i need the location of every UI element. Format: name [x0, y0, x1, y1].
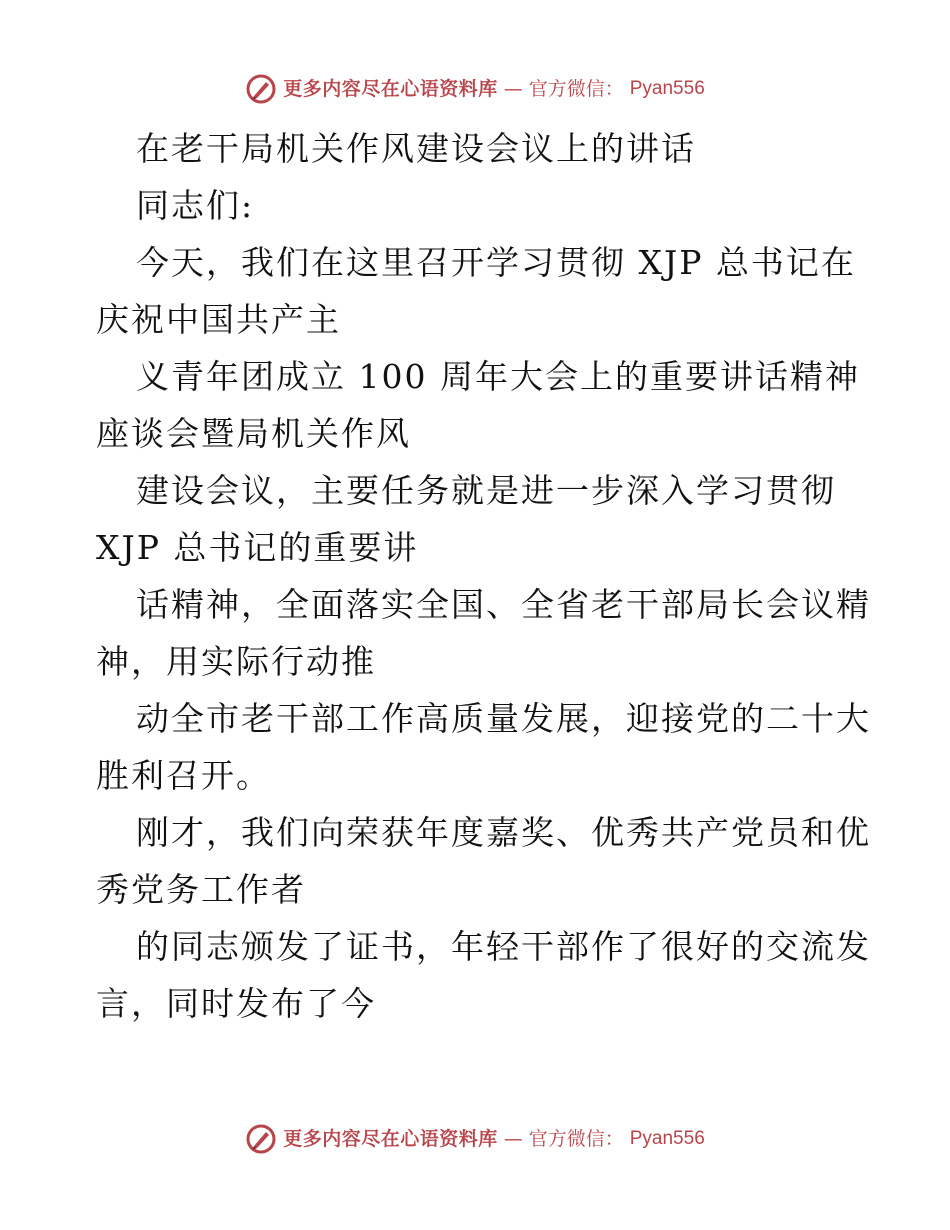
watermark-main-text: 更多内容尽在心语资料库: [283, 1128, 498, 1150]
paragraph-line: 胜利召开。: [96, 756, 271, 795]
document-body: [96, 120, 871, 1032]
paragraph-line: 话精神，全面落实全国、全省老干部局长会议精: [136, 585, 871, 624]
header-watermark: [0, 72, 950, 106]
footer-watermark: [0, 1122, 950, 1156]
watermark-wechat-id: Pyan556: [629, 1128, 705, 1149]
watermark-main-text: 更多内容尽在心语资料库: [283, 78, 498, 100]
paragraph-line: 今天，我们在这里召开学习贯彻 XJP 总书记在: [136, 243, 856, 282]
watermark-wechat-label: 官方微信：: [528, 1128, 624, 1150]
document-title: 在老干局机关作风建设会议上的讲话: [136, 129, 696, 168]
paragraph-line: 建设会议，主要任务就是进一步深入学习贯彻: [136, 471, 836, 510]
paragraph-line: 动全市老干部工作高质量发展，迎接党的二十大: [136, 699, 871, 738]
watermark-dash: —: [503, 78, 523, 100]
paragraph-line: 座谈会暨局机关作风: [96, 414, 411, 453]
watermark-wechat-id: Pyan556: [629, 78, 705, 99]
pen-logo-icon: [245, 73, 277, 105]
paragraph-line: 秀党务工作者: [96, 870, 306, 909]
paragraph-line: XJP 总书记的重要讲: [96, 528, 419, 567]
paragraph-line: 神，用实际行动推: [96, 642, 376, 681]
paragraph-line: 庆祝中国共产主: [96, 300, 341, 339]
watermark-dash: —: [503, 1128, 523, 1150]
salutation: 同志们:: [136, 186, 255, 225]
paragraph-line: 的同志颁发了证书，年轻干部作了很好的交流发: [136, 927, 871, 966]
paragraph-line: 言，同时发布了今: [96, 984, 376, 1023]
watermark-wechat-label: 官方微信：: [528, 78, 624, 100]
pen-logo-icon: [245, 1123, 277, 1155]
paragraph-line: 刚才，我们向荣获年度嘉奖、优秀共产党员和优: [136, 813, 871, 852]
paragraph-line: 义青年团成立 100 周年大会上的重要讲话精神: [136, 357, 860, 396]
